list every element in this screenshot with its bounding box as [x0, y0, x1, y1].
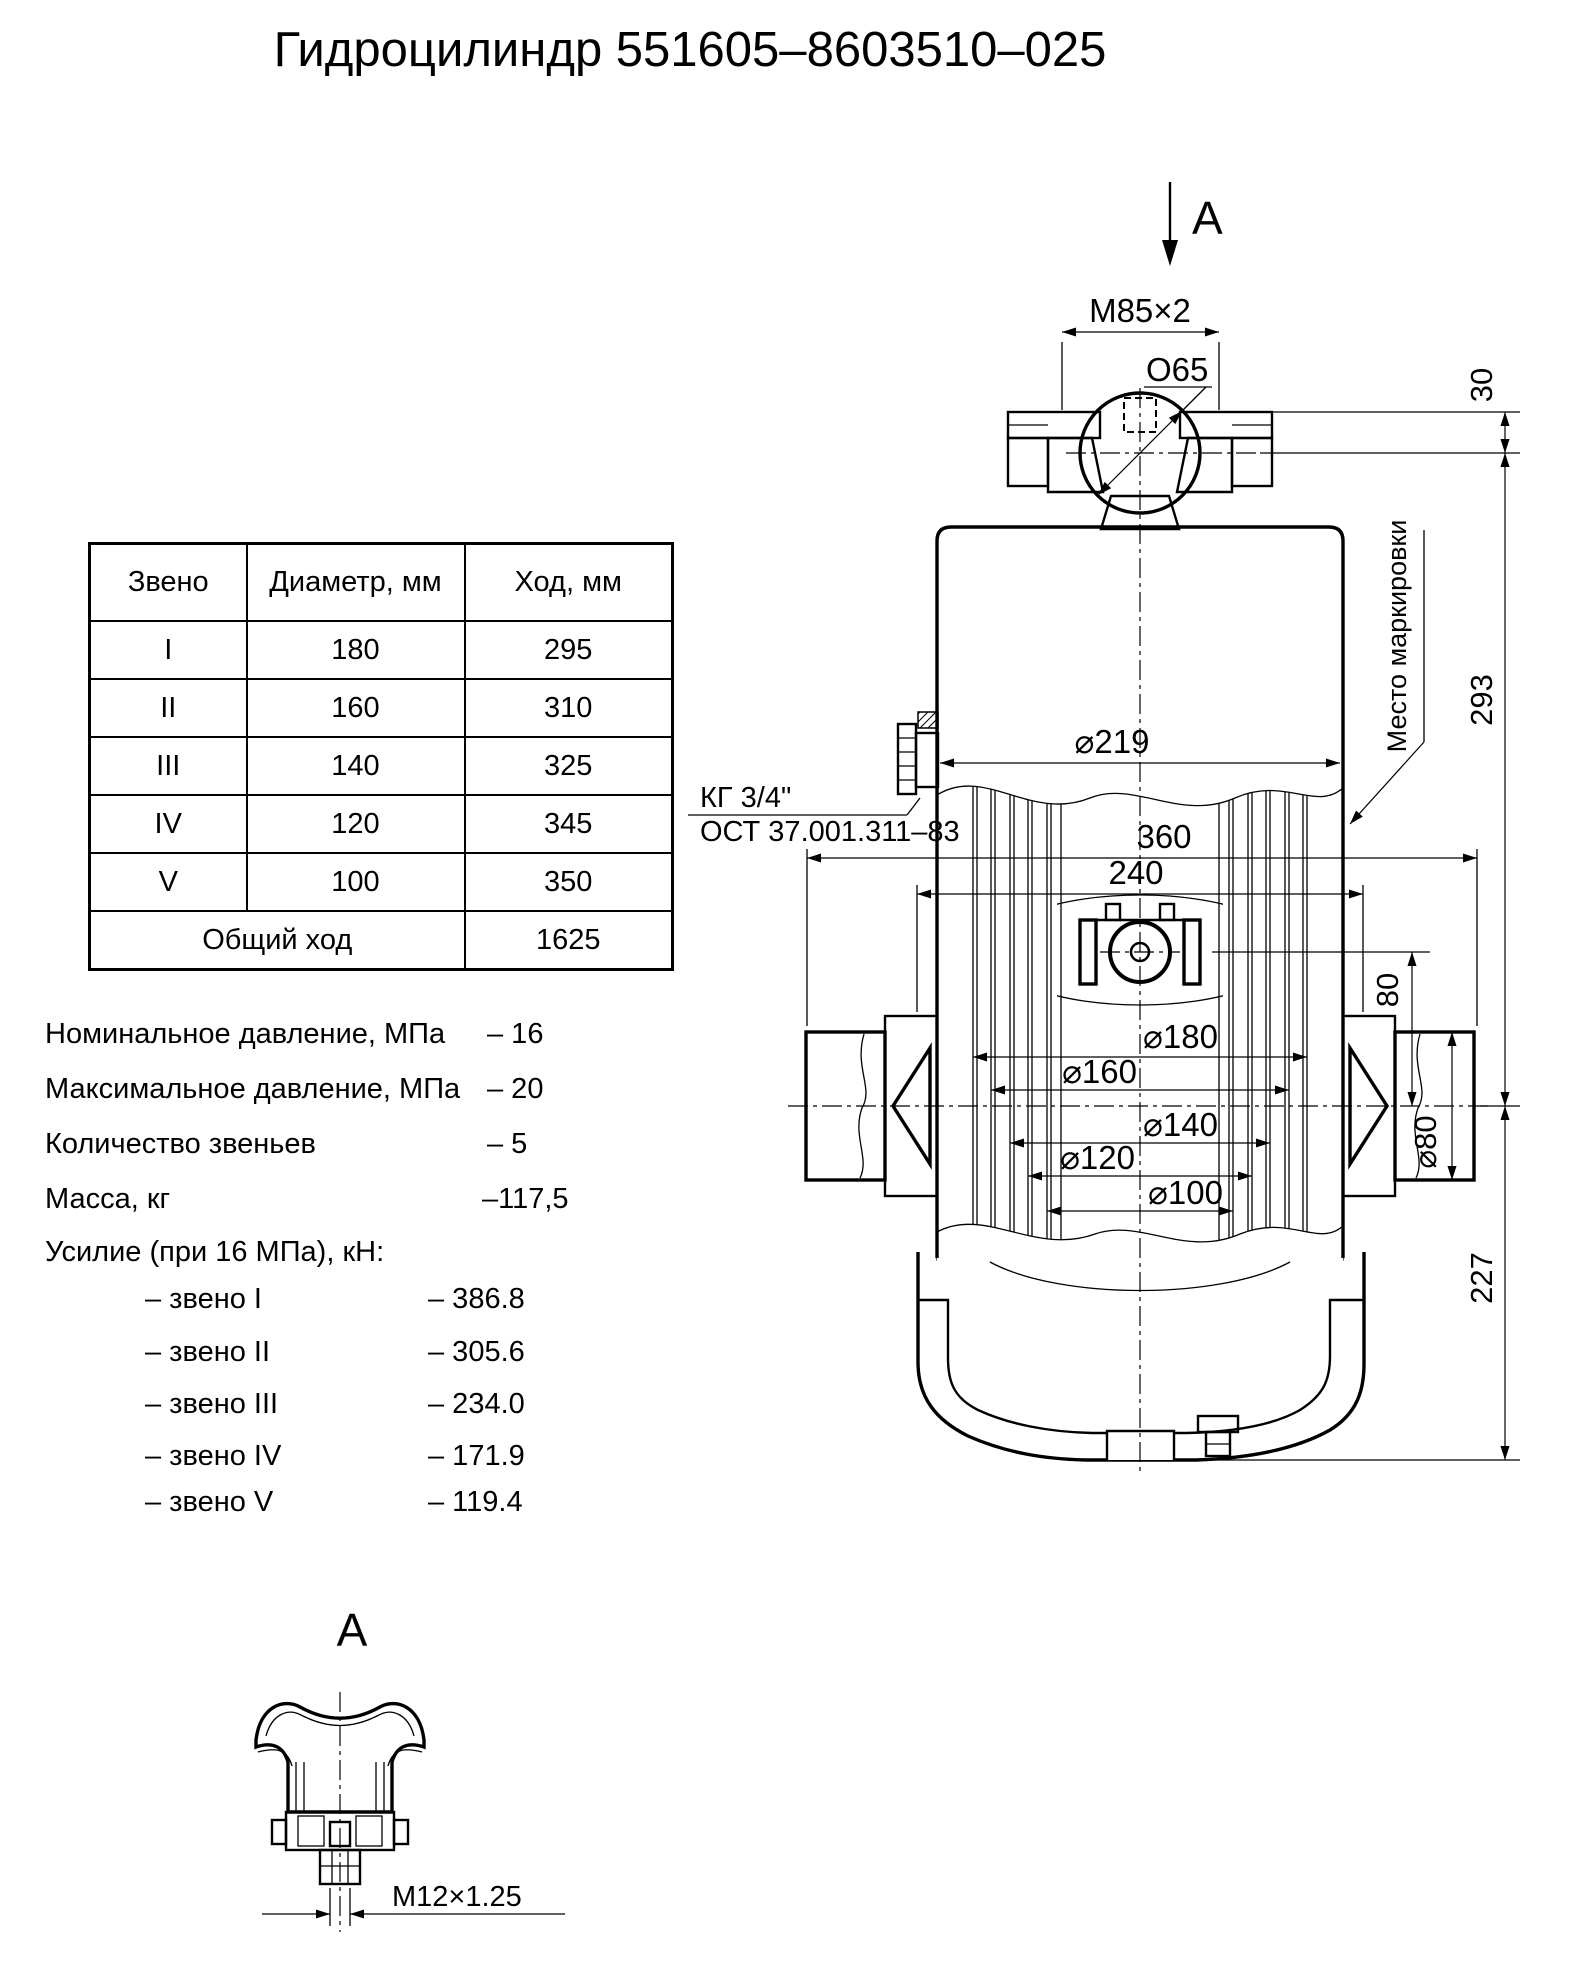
section-view-label: A: [336, 1604, 368, 1656]
spec-label-mass: Масса, кг: [45, 1183, 171, 1215]
port-thread-label: КГ 3/4": [700, 782, 792, 814]
cell-link: V: [90, 853, 247, 911]
force-value-link5: – 119.4: [428, 1486, 523, 1518]
col-header-stroke: Ход, мм: [465, 544, 673, 622]
dim-80-offset: [1212, 952, 1430, 1106]
force-label-link5: – звено V: [145, 1486, 274, 1518]
dim-label-outer-dia: ⌀219: [1074, 723, 1150, 760]
total-stroke-value: 1625: [465, 911, 673, 970]
cell-diameter: 140: [247, 737, 465, 795]
total-stroke-label: Общий ход: [90, 911, 465, 970]
col-header-diameter: Диаметр, мм: [247, 544, 465, 622]
dim-label-m12: M12×1.25: [392, 1881, 522, 1913]
spec-force-header: Усилие (при 16 МПа), кН:: [45, 1236, 385, 1268]
section-arrow-label: A: [1192, 192, 1223, 244]
cell-diameter: 100: [247, 853, 465, 911]
spec-label-max-pressure: Максимальное давление, МПа: [45, 1073, 461, 1105]
marking-note: [1350, 520, 1424, 824]
port-standard-label: ОСТ 37.001.311–83: [700, 816, 960, 848]
cell-link: II: [90, 679, 247, 737]
dim-label-link4: ⌀120: [1060, 1139, 1135, 1176]
spec-label-nominal-pressure: Номинальное давление, МПа: [45, 1018, 446, 1050]
force-value-link4: – 171.9: [428, 1440, 525, 1472]
cell-link: IV: [90, 795, 247, 853]
cell-stroke: 310: [465, 679, 673, 737]
dim-label-link1: ⌀180: [1143, 1018, 1218, 1055]
dim-label-link2: ⌀160: [1062, 1053, 1137, 1090]
cell-stroke: 325: [465, 737, 673, 795]
dim-label-thread-top: M85×2: [1089, 292, 1191, 329]
cell-stroke: 350: [465, 853, 673, 911]
cell-link: III: [90, 737, 247, 795]
cell-stroke: 345: [465, 795, 673, 853]
marking-note-label: Место маркировки: [1382, 519, 1412, 753]
section-arrowhead-icon: [1162, 240, 1178, 266]
dim-label-sphere-dia: О65: [1146, 351, 1209, 388]
force-value-link1: – 386.8: [428, 1283, 525, 1315]
dim-right-column: [1185, 368, 1520, 1460]
dim-label-link3: ⌀140: [1143, 1106, 1218, 1143]
col-header-link: Звено: [90, 544, 247, 622]
section-arrow: [1162, 182, 1223, 266]
cell-diameter: 120: [247, 795, 465, 853]
force-label-link3: – звено III: [145, 1388, 279, 1420]
port-leader: [688, 782, 960, 848]
cell-diameter: 160: [247, 679, 465, 737]
dim-label-joint-offset: 80: [1370, 972, 1405, 1008]
section-view-a: [256, 1604, 565, 1932]
dim-label-upper-length: 293: [1464, 674, 1499, 726]
force-label-link1: – звено I: [145, 1283, 262, 1315]
spec-value-mass: –117,5: [482, 1183, 569, 1215]
dim-label-top-offset: 30: [1464, 367, 1499, 403]
dim-label-trunnion-span: 360: [1136, 818, 1192, 855]
spec-label-link-count: Количество звеньев: [45, 1128, 316, 1160]
drawing-title: Гидроцилиндр 551605–8603510–025: [273, 23, 1107, 77]
dim-label-lower-length: 227: [1464, 1252, 1499, 1304]
force-label-link4: – звено IV: [145, 1440, 282, 1472]
cell-stroke: 295: [465, 621, 673, 679]
dim-label-flange-span: 240: [1108, 854, 1164, 891]
cell-diameter: 180: [247, 621, 465, 679]
spec-value-max-pressure: – 20: [487, 1073, 544, 1105]
force-label-link2: – звено II: [145, 1336, 271, 1368]
spec-value-nominal-pressure: – 16: [487, 1018, 544, 1050]
dim-label-trunnion-dia: ⌀80: [1408, 1115, 1443, 1169]
cell-link: I: [90, 621, 247, 679]
dim-m12: [262, 1881, 565, 1926]
force-value-link3: – 234.0: [428, 1388, 525, 1420]
oil-port: [898, 712, 938, 794]
dim-label-link5: ⌀100: [1148, 1174, 1223, 1211]
force-value-link2: – 305.6: [428, 1336, 525, 1368]
spec-value-link-count: – 5: [487, 1128, 528, 1160]
